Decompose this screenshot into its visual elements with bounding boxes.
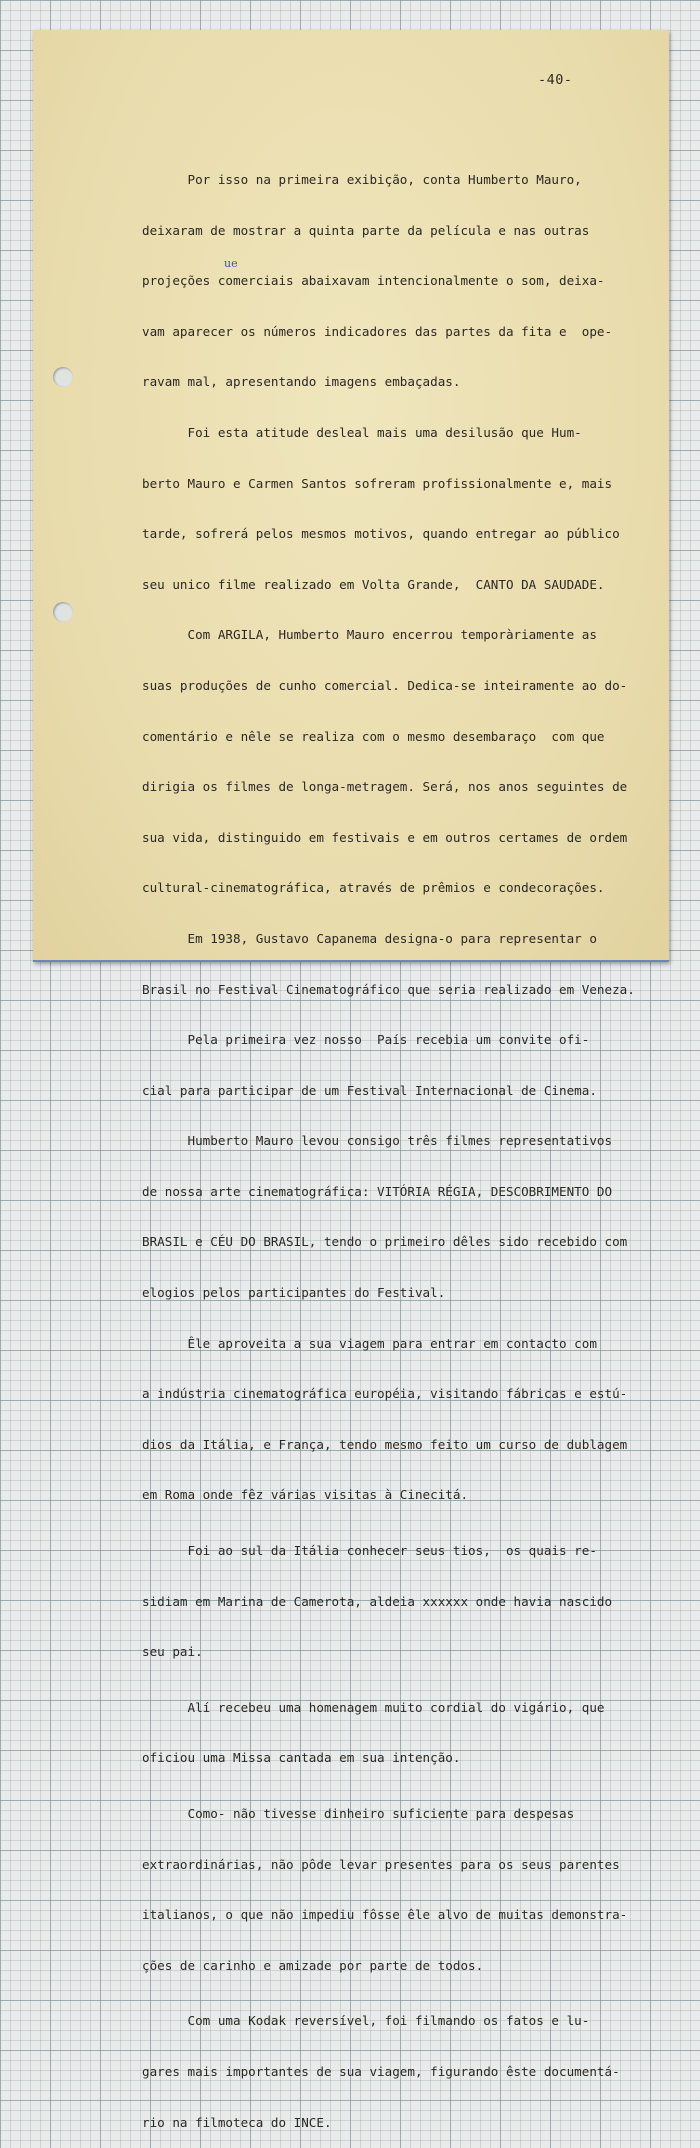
- page-number: -40-: [538, 72, 573, 88]
- document-body: [142, 140, 662, 2148]
- text-line: Com uma Kodak reversível, foi filmando os fatos e lu-: [142, 2013, 590, 2029]
- text-line: Em 1938, Gustavo Capanema designa-o para representar o: [142, 930, 597, 946]
- text-line: ções de carinho e amizade por parte de todos.: [142, 1957, 484, 1973]
- text-line: oficiou uma Missa cantada em sua intenção.: [142, 1750, 461, 1766]
- text-line: extraordinárias, não pôde levar presentes para os seus parentes: [142, 1856, 620, 1872]
- text-line: sua vida, distinguido em festivais e em outros certames de ordem: [142, 829, 628, 845]
- text-line: tarde, sofrerá pelos mesmos motivos, quando entregar ao público: [142, 526, 620, 542]
- text-line: de nossa arte cinematográfica: VITÓRIA RÉGIA, DESCOBRIMENTO DO: [142, 1183, 613, 1199]
- text-line: berto Mauro e Carmen Santos sofreram profissionalmente e, mais: [142, 475, 613, 491]
- text-line: comentário e nêle se realiza com o mesmo desembaraço com que: [142, 728, 605, 744]
- punch-hole-lower: [53, 602, 73, 622]
- text-line: gares mais importantes de sua viagem, figurando êste documentá-: [142, 2063, 620, 2079]
- text-line: projeções comerciais abaixavam intencionalmente o som, deixa-: [142, 273, 605, 289]
- text-line: cultural-cinematográfica, através de prêmios e condecorações.: [142, 880, 605, 896]
- text-line: Com ARGILA, Humberto Mauro encerrou temporàriamente as: [142, 627, 597, 643]
- text-line: Foi esta atitude desleal mais uma desilusão que Hum-: [142, 424, 582, 440]
- text-line: deixaram de mostrar a quinta parte da película e nas outras: [142, 222, 590, 238]
- text-line: rio na filmoteca do INCE.: [142, 2114, 332, 2130]
- text-line: dios da Itália, e França, tendo mesmo feito um curso de dublagem: [142, 1436, 628, 1452]
- punch-hole-upper: [53, 367, 73, 387]
- text-line: cial para participar de um Festival Internacional de Cinema.: [142, 1082, 597, 1098]
- text-line: dirigia os filmes de longa-metragem. Será, nos anos seguintes de: [142, 779, 628, 795]
- text-line: ravam mal, apresentando imagens embaçadas.: [142, 374, 461, 390]
- text-line: Alí recebeu uma homenagem muito cordial do vigário, que: [142, 1699, 605, 1715]
- handwritten-annotation: ue: [224, 257, 238, 270]
- text-line: Êle aproveita a sua viagem para entrar em contacto com: [142, 1335, 597, 1351]
- text-line: em Roma onde fêz várias visitas à Cinecitá.: [142, 1487, 469, 1503]
- text-line: Pela primeira vez nosso País recebia um convite ofi-: [142, 1032, 590, 1048]
- text-line: italianos, o que não impediu fôsse êle alvo de muitas demonstra-: [142, 1907, 628, 1923]
- text-line: a indústria cinematográfica européia, visitando fábricas e estú-: [142, 1386, 628, 1402]
- text-line: sidiam em Marina de Camerota, aldeia xxxxxx onde havia nascido: [142, 1593, 613, 1609]
- text-line: seu pai.: [142, 1644, 203, 1660]
- text-line: Foi ao sul da Itália conhecer seus tios, os quais re-: [142, 1543, 597, 1559]
- text-line: seu unico filme realizado em Volta Grande, CANTO DA SAUDADE.: [142, 576, 605, 592]
- text-line: Humberto Mauro levou consigo três filmes representativos: [142, 1133, 613, 1149]
- text-line: Como- não tivesse dinheiro suficiente para despesas: [142, 1806, 575, 1821]
- text-line: BRASIL e CÉU DO BRASIL, tendo o primeiro dêles sido recebido com: [142, 1234, 628, 1250]
- text-line: suas produções de cunho comercial. Dedica-se inteiramente ao do-: [142, 677, 628, 693]
- text-line: vam aparecer os números indicadores das partes da fita e ope-: [142, 323, 613, 339]
- text-line: elogios pelos participantes do Festival.: [142, 1285, 446, 1301]
- text-line: Por isso na primeira exibição, conta Humberto Mauro,: [142, 172, 582, 187]
- text-line: Brasil no Festival Cinematográfico que seria realizado em Veneza.: [142, 981, 635, 997]
